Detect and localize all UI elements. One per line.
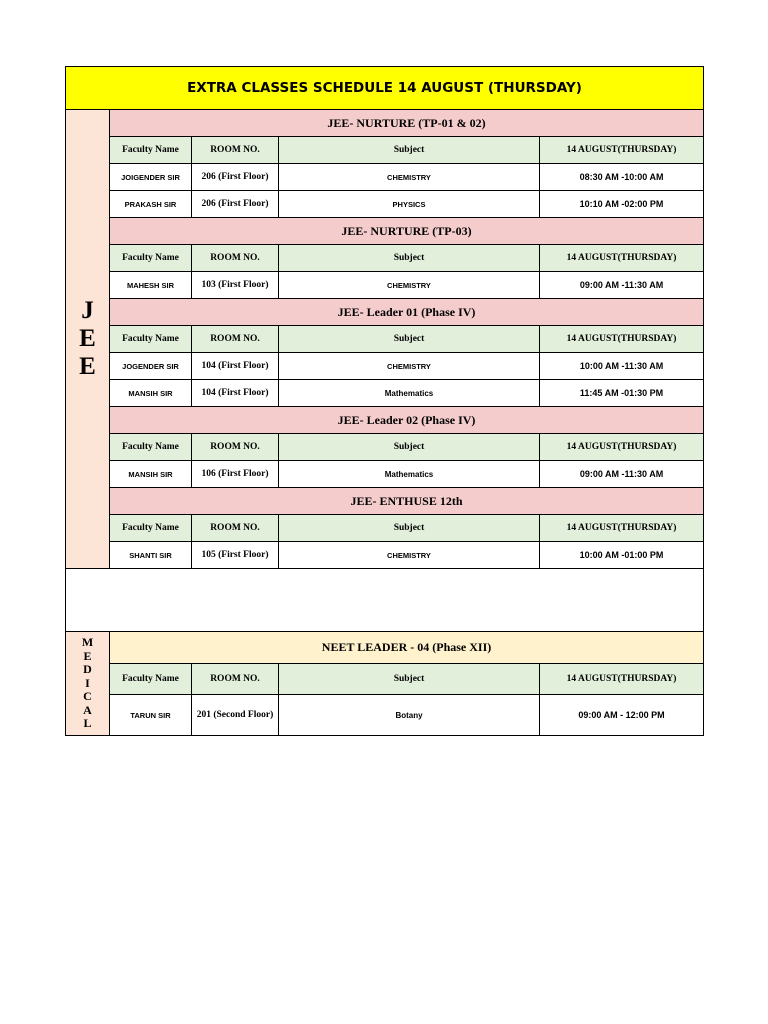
schedule-table xyxy=(65,66,704,736)
medical-side-label xyxy=(66,632,110,736)
time-cell: 09:00 AM -11:30 AM xyxy=(540,272,704,299)
room-cell: 106 (First Floor) xyxy=(192,461,279,488)
subject-cell: Mathematics xyxy=(279,380,540,407)
time-cell: 10:00 AM -01:00 PM xyxy=(540,542,704,569)
header-subject: Subject xyxy=(279,515,540,542)
header-subject: Subject xyxy=(279,245,540,272)
header-date: 14 AUGUST(THURSDAY) xyxy=(540,515,704,542)
room-cell: 103 (First Floor) xyxy=(192,272,279,299)
header-date: 14 AUGUST(THURSDAY) xyxy=(540,326,704,353)
jee-letter: E xyxy=(79,325,96,352)
header-faculty: Faculty Name xyxy=(110,137,192,164)
table-row xyxy=(66,542,704,569)
section-title: JEE- NURTURE (TP-01 & 02) xyxy=(110,110,704,137)
table-row xyxy=(66,461,704,488)
faculty-cell: MAHESH SIR xyxy=(110,272,192,299)
header-faculty: Faculty Name xyxy=(110,245,192,272)
medical-letter: A xyxy=(83,702,92,717)
schedule-title: EXTRA CLASSES SCHEDULE 14 AUGUST (THURSDAY) xyxy=(66,67,704,110)
subject-cell: Botany xyxy=(279,695,540,736)
faculty-cell: JOIGENDER SIR xyxy=(110,164,192,191)
subject-cell: Mathematics xyxy=(279,461,540,488)
section-title: JEE- NURTURE (TP-03) xyxy=(110,218,704,245)
header-subject: Subject xyxy=(279,664,540,695)
section-title: JEE- Leader 02 (Phase IV) xyxy=(110,407,704,434)
faculty-cell: SHANTI SIR xyxy=(110,542,192,569)
header-room: ROOM NO. xyxy=(192,245,279,272)
faculty-cell: MANSIH SIR xyxy=(110,380,192,407)
time-cell: 09:00 AM - 12:00 PM xyxy=(540,695,704,736)
section-title: JEE- Leader 01 (Phase IV) xyxy=(110,299,704,326)
room-cell: 206 (First Floor) xyxy=(192,164,279,191)
time-cell: 09:00 AM -11:30 AM xyxy=(540,461,704,488)
time-cell: 10:00 AM -11:30 AM xyxy=(540,353,704,380)
jee-side-label xyxy=(66,110,110,569)
subject-cell: PHYSICS xyxy=(279,191,540,218)
header-faculty: Faculty Name xyxy=(110,515,192,542)
medical-letter: I xyxy=(85,675,90,690)
table-row xyxy=(66,380,704,407)
medical-letter: C xyxy=(83,689,92,704)
faculty-cell: MANSIH SIR xyxy=(110,461,192,488)
subject-cell: CHEMISTRY xyxy=(279,542,540,569)
room-cell: 201 (Second Floor) xyxy=(192,695,279,736)
header-date: 14 AUGUST(THURSDAY) xyxy=(540,664,704,695)
room-cell: 104 (First Floor) xyxy=(192,380,279,407)
header-subject: Subject xyxy=(279,137,540,164)
header-faculty: Faculty Name xyxy=(110,664,192,695)
room-cell: 105 (First Floor) xyxy=(192,542,279,569)
subject-cell: CHEMISTRY xyxy=(279,272,540,299)
faculty-cell: PRAKASH SIR xyxy=(110,191,192,218)
jee-letter: E xyxy=(79,353,96,380)
medical-letter: E xyxy=(83,648,92,663)
header-subject: Subject xyxy=(279,326,540,353)
header-date: 14 AUGUST(THURSDAY) xyxy=(540,245,704,272)
faculty-cell: JOGENDER SIR xyxy=(110,353,192,380)
time-cell: 11:45 AM -01:30 PM xyxy=(540,380,704,407)
subject-cell: CHEMISTRY xyxy=(279,353,540,380)
header-faculty: Faculty Name xyxy=(110,434,192,461)
section-title: JEE- ENTHUSE 12th xyxy=(110,488,704,515)
table-row xyxy=(66,191,704,218)
header-faculty: Faculty Name xyxy=(110,326,192,353)
section-title: NEET LEADER - 04 (Phase XII) xyxy=(110,632,704,664)
room-cell: 104 (First Floor) xyxy=(192,353,279,380)
medical-letter: M xyxy=(81,634,94,649)
jee-letter: J xyxy=(81,297,94,324)
medical-letter: D xyxy=(83,662,92,677)
blank-spacer xyxy=(66,569,704,632)
header-date: 14 AUGUST(THURSDAY) xyxy=(540,434,704,461)
subject-cell: CHEMISTRY xyxy=(279,164,540,191)
header-room: ROOM NO. xyxy=(192,434,279,461)
room-cell: 206 (First Floor) xyxy=(192,191,279,218)
table-row xyxy=(66,164,704,191)
medical-letter: L xyxy=(83,716,92,731)
header-room: ROOM NO. xyxy=(192,326,279,353)
header-room: ROOM NO. xyxy=(192,664,279,695)
table-row xyxy=(66,353,704,380)
table-row xyxy=(66,695,704,736)
header-room: ROOM NO. xyxy=(192,515,279,542)
time-cell: 08:30 AM -10:00 AM xyxy=(540,164,704,191)
header-date: 14 AUGUST(THURSDAY) xyxy=(540,137,704,164)
faculty-cell: TARUN SIR xyxy=(110,695,192,736)
header-room: ROOM NO. xyxy=(192,137,279,164)
time-cell: 10:10 AM -02:00 PM xyxy=(540,191,704,218)
table-row xyxy=(66,272,704,299)
header-subject: Subject xyxy=(279,434,540,461)
